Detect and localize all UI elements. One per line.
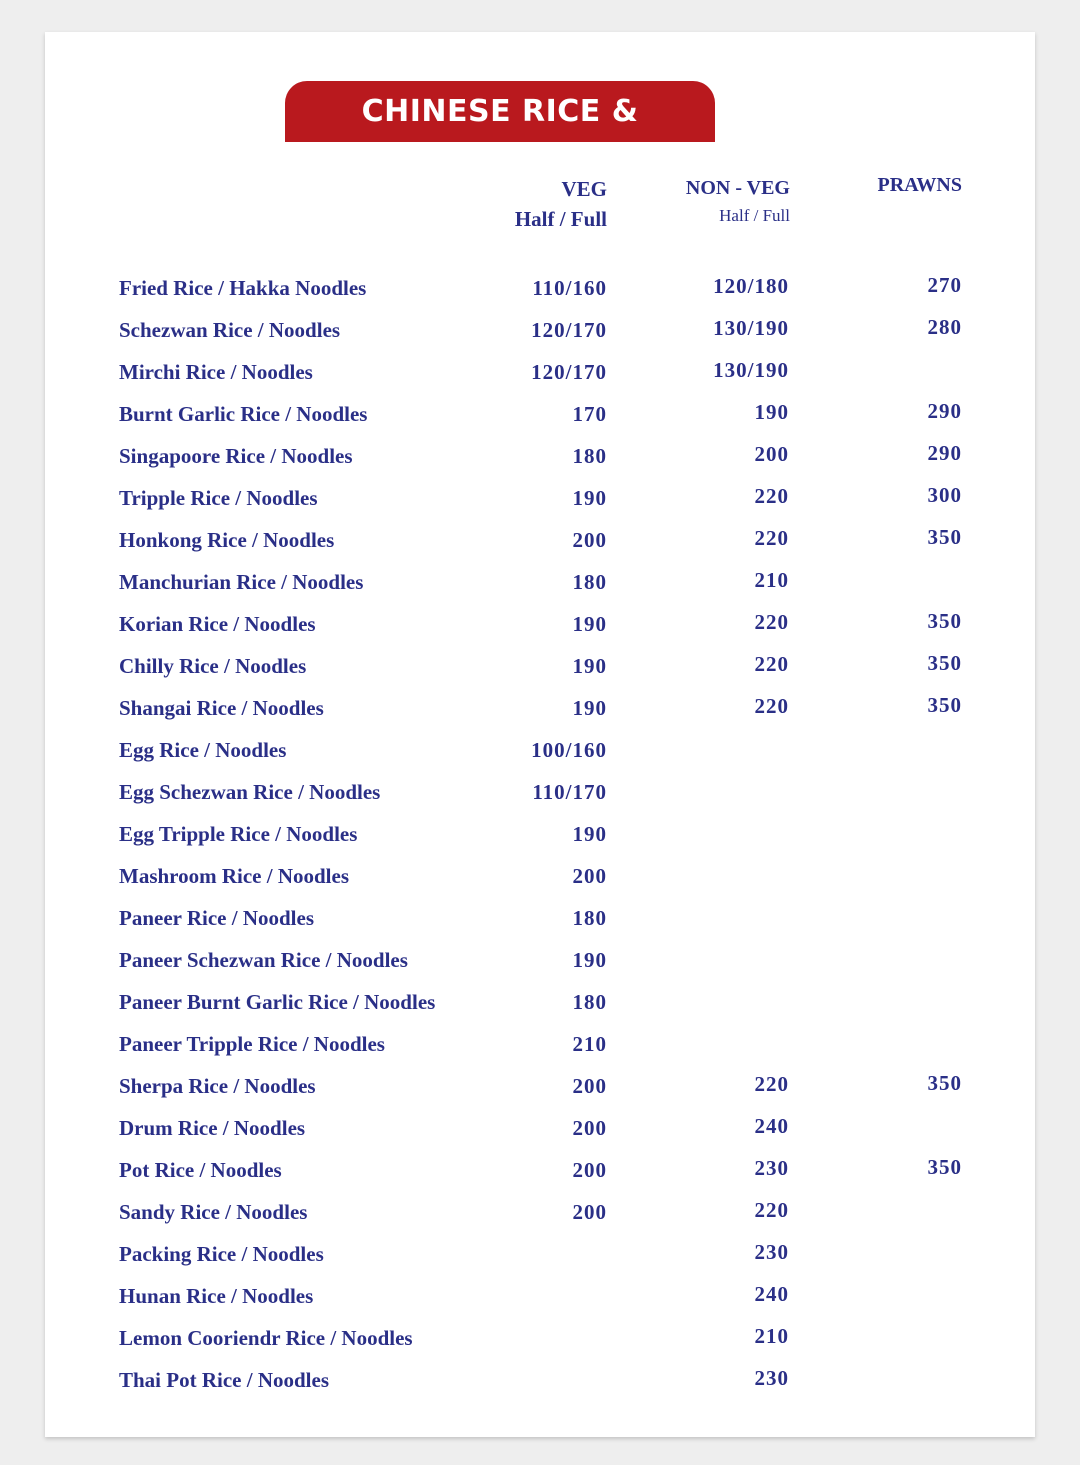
menu-item-name: Hunan Rice / Noodles <box>119 1284 314 1308</box>
menu-item-veg-price: 200 <box>572 1200 607 1224</box>
menu-item-name: Mashroom Rice / Noodles <box>119 864 350 888</box>
menu-item-name: Burnt Garlic Rice / Noodles <box>119 402 368 426</box>
menu-item-name: Singapoore Rice / Noodles <box>119 444 353 468</box>
menu-item-nonveg-price: 220 <box>754 694 789 718</box>
menu-item-veg-price: 200 <box>572 1158 607 1182</box>
menu-item-veg-price: 200 <box>572 1116 607 1140</box>
menu-item-name: Thai Pot Rice / Noodles <box>119 1368 329 1392</box>
menu-item-row <box>45 944 1035 986</box>
menu-item-name: Sherpa Rice / Noodles <box>119 1074 316 1098</box>
header-veg <box>465 174 607 234</box>
menu-item-name: Manchurian Rice / Noodles <box>119 570 364 594</box>
header-prawns: PRAWNS <box>877 174 962 196</box>
menu-item-veg-price: 120/170 <box>531 360 607 384</box>
menu-item-nonveg-price: 230 <box>754 1240 789 1264</box>
menu-item-row <box>45 1154 1035 1196</box>
menu-item-veg-price: 200 <box>572 1074 607 1098</box>
menu-item-name: Schezwan Rice / Noodles <box>119 318 341 342</box>
menu-item-veg-price: 190 <box>572 822 607 846</box>
menu-item-row <box>45 356 1035 398</box>
menu-item-row <box>45 692 1035 734</box>
header-veg-label: VEG <box>561 177 607 201</box>
menu-item-prawns-price: 270 <box>927 273 962 297</box>
menu-item-nonveg-price: 240 <box>754 1282 789 1306</box>
header-nonveg-sub: Half / Full <box>719 206 790 225</box>
menu-item-veg-price: 190 <box>572 612 607 636</box>
menu-item-row <box>45 1238 1035 1280</box>
menu-item-name: Korian Rice / Noodles <box>119 612 316 636</box>
menu-item-veg-price: 200 <box>572 528 607 552</box>
menu-item-prawns-price: 350 <box>927 525 962 549</box>
menu-item-name: Paneer Tripple Rice / Noodles <box>119 1032 385 1056</box>
menu-item-nonveg-price: 210 <box>754 1324 789 1348</box>
menu-item-nonveg-price: 220 <box>754 526 789 550</box>
menu-item-veg-price: 120/170 <box>531 318 607 342</box>
menu-item-veg-price: 180 <box>572 444 607 468</box>
menu-item-veg-price: 110/170 <box>532 780 607 804</box>
menu-item-veg-price: 180 <box>572 906 607 930</box>
menu-item-row <box>45 818 1035 860</box>
menu-item-row <box>45 986 1035 1028</box>
menu-item-name: Egg Rice / Noodles <box>119 738 287 762</box>
menu-item-name: Pot Rice / Noodles <box>119 1158 282 1182</box>
menu-item-row <box>45 1028 1035 1070</box>
menu-item-nonveg-price: 200 <box>754 442 789 466</box>
menu-item-name: Egg Tripple Rice / Noodles <box>119 822 358 846</box>
menu-item-veg-price: 210 <box>572 1032 607 1056</box>
menu-item-row <box>45 1196 1035 1238</box>
menu-item-prawns-price: 350 <box>927 1071 962 1095</box>
menu-item-nonveg-price: 190 <box>754 400 789 424</box>
menu-item-row <box>45 1280 1035 1322</box>
menu-item-veg-price: 200 <box>572 864 607 888</box>
menu-item-row <box>45 734 1035 776</box>
menu-item-name: Drum Rice / Noodles <box>119 1116 306 1140</box>
menu-item-name: Lemon Cooriendr Rice / Noodles <box>119 1326 413 1350</box>
menu-item-nonveg-price: 130/190 <box>713 358 789 382</box>
menu-item-prawns-price: 350 <box>927 651 962 675</box>
menu-item-row <box>45 272 1035 314</box>
menu-item-row <box>45 860 1035 902</box>
menu-item-row <box>45 1070 1035 1112</box>
menu-item-row <box>45 440 1035 482</box>
menu-item-nonveg-price: 130/190 <box>713 316 789 340</box>
menu-item-row <box>45 1112 1035 1154</box>
menu-title: CHINESE RICE & NOODLES <box>285 81 715 142</box>
menu-item-nonveg-price: 240 <box>754 1114 789 1138</box>
menu-item-name: Paneer Schezwan Rice / Noodles <box>119 948 408 972</box>
menu-item-nonveg-price: 220 <box>754 610 789 634</box>
header-nonveg-label: NON - VEG <box>685 177 790 199</box>
menu-item-prawns-price: 290 <box>927 441 962 465</box>
menu-item-veg-price: 110/160 <box>532 276 607 300</box>
menu-item-list <box>45 272 1035 1406</box>
menu-item-name: Honkong Rice / Noodles <box>119 528 335 552</box>
menu-item-prawns-price: 290 <box>927 399 962 423</box>
menu-item-prawns-price: 350 <box>927 609 962 633</box>
menu-item-name: Sandy Rice / Noodles <box>119 1200 308 1224</box>
menu-item-nonveg-price: 220 <box>754 1072 789 1096</box>
menu-item-veg-price: 190 <box>572 486 607 510</box>
menu-page <box>45 32 1035 1437</box>
menu-item-nonveg-price: 120/180 <box>713 274 789 298</box>
menu-item-name: Mirchi Rice / Noodles <box>119 360 313 384</box>
menu-item-row <box>45 1322 1035 1364</box>
menu-item-veg-price: 180 <box>572 570 607 594</box>
menu-item-name: Packing Rice / Noodles <box>119 1242 324 1266</box>
menu-item-row <box>45 482 1035 524</box>
menu-item-prawns-price: 350 <box>927 693 962 717</box>
menu-item-prawns-price: 280 <box>927 315 962 339</box>
menu-item-nonveg-price: 230 <box>754 1366 789 1390</box>
menu-item-veg-price: 190 <box>572 696 607 720</box>
menu-item-row <box>45 314 1035 356</box>
menu-item-row <box>45 398 1035 440</box>
menu-item-name: Tripple Rice / Noodles <box>119 486 318 510</box>
menu-item-nonveg-price: 220 <box>754 484 789 508</box>
menu-item-nonveg-price: 210 <box>754 568 789 592</box>
header-nonveg <box>645 174 790 230</box>
menu-item-row <box>45 776 1035 818</box>
menu-item-prawns-price: 300 <box>927 483 962 507</box>
menu-item-veg-price: 100/160 <box>531 738 607 762</box>
menu-item-name: Paneer Burnt Garlic Rice / Noodles <box>119 990 436 1014</box>
menu-item-name: Paneer Rice / Noodles <box>119 906 314 930</box>
menu-item-name: Shangai Rice / Noodles <box>119 696 324 720</box>
menu-item-row <box>45 1364 1035 1406</box>
menu-item-name: Fried Rice / Hakka Noodles <box>119 276 367 300</box>
menu-item-row <box>45 524 1035 566</box>
menu-item-row <box>45 566 1035 608</box>
menu-item-row <box>45 902 1035 944</box>
menu-item-nonveg-price: 220 <box>754 652 789 676</box>
menu-item-nonveg-price: 220 <box>754 1198 789 1222</box>
menu-item-name: Egg Schezwan Rice / Noodles <box>119 780 381 804</box>
header-veg-sub: Half / Full <box>514 207 607 231</box>
menu-item-nonveg-price: 230 <box>754 1156 789 1180</box>
menu-item-row <box>45 608 1035 650</box>
menu-item-name: Chilly Rice / Noodles <box>119 654 307 678</box>
menu-item-row <box>45 650 1035 692</box>
menu-item-veg-price: 170 <box>572 402 607 426</box>
menu-item-veg-price: 190 <box>572 654 607 678</box>
menu-item-veg-price: 180 <box>572 990 607 1014</box>
menu-item-veg-price: 190 <box>572 948 607 972</box>
menu-item-prawns-price: 350 <box>927 1155 962 1179</box>
